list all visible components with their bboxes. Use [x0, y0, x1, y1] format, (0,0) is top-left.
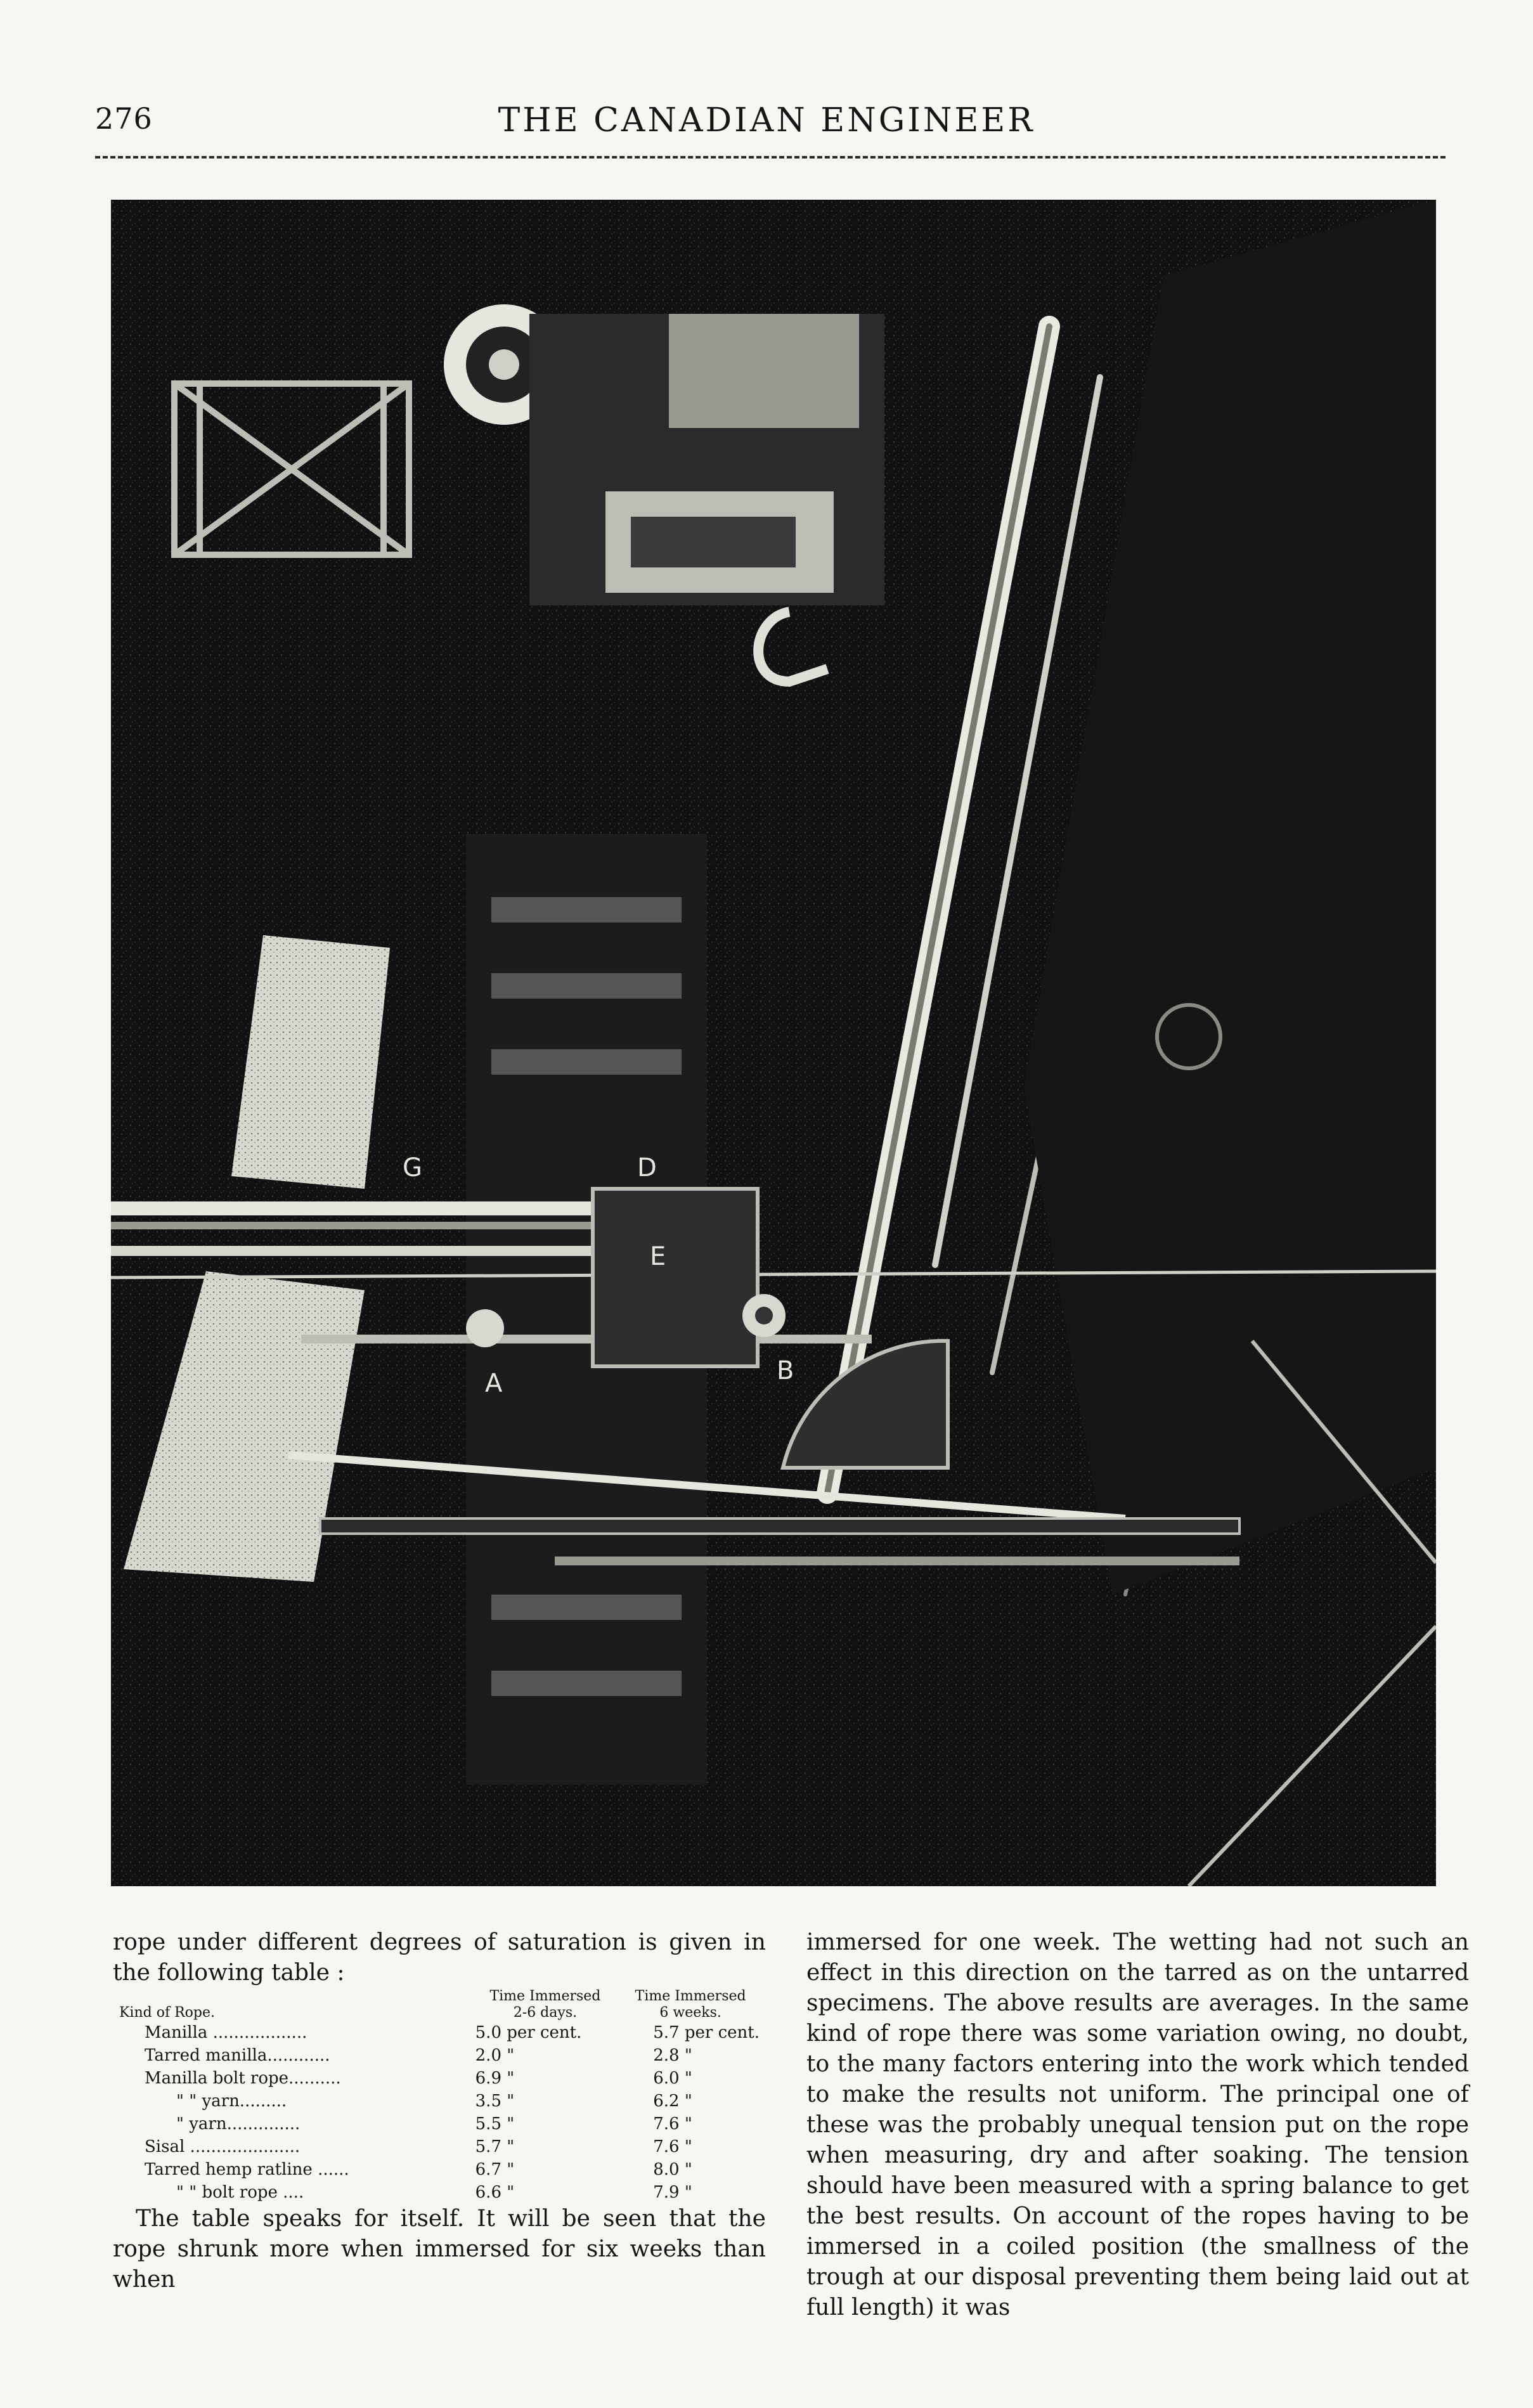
table-row [119, 2021, 760, 2044]
photo-label-d: D [637, 1153, 657, 1182]
header-six-weeks-line1: Time Immersed [635, 1988, 746, 2004]
table-row [119, 2090, 760, 2113]
photo-label-b: B [777, 1356, 794, 1385]
row-kind: " " bolt rope .... [176, 2183, 304, 2202]
row-weeks-value: 5.7 per cent. [653, 2023, 760, 2042]
row-weeks-value: 7.6 " [653, 2137, 692, 2156]
row-kind: Sisal ..................... [145, 2137, 301, 2156]
header-rule [95, 156, 1446, 159]
row-weeks-value: 6.0 " [653, 2069, 692, 2088]
running-head: THE CANADIAN ENGINEER [498, 101, 1035, 139]
header-two-to-six-days [469, 1988, 622, 2021]
row-kind: Manilla .................. [145, 2023, 307, 2042]
row-kind: Manilla bolt rope.......... [145, 2069, 341, 2088]
header-kind-of-rope: Kind of Rope. [119, 2005, 216, 2021]
table-row [119, 2181, 760, 2204]
row-kind: Tarred hemp ratline ...... [145, 2160, 349, 2179]
table-intro: rope under different degrees of saturation is given in the following table : [113, 1929, 766, 1986]
header-two-to-six-days-line1: Time Immersed [489, 1988, 601, 2004]
row-weeks-value: 6.2 " [653, 2092, 692, 2111]
row-days-value: 6.9 " [475, 2069, 515, 2088]
header-six-weeks-line2: 6 weeks. [659, 2005, 721, 2021]
row-weeks-value: 7.9 " [653, 2183, 692, 2202]
row-days-value: 5.0 per cent. [475, 2023, 582, 2042]
table-row [119, 2113, 760, 2135]
table-row [119, 2158, 760, 2181]
upper-machinery-light [669, 314, 859, 428]
table-row [119, 2135, 760, 2158]
table-row [119, 2067, 760, 2090]
row-kind: " " yarn......... [176, 2092, 287, 2111]
gear-block-inner [631, 517, 796, 567]
machine-photograph [111, 200, 1436, 1886]
table-row [119, 2044, 760, 2067]
header-two-to-six-days-line2: 2-6 days. [513, 2005, 578, 2021]
right-column-text: immersed for one week. The wetting had not such an effect in this direction on the tarred as on the untarred specimens. The above results are averages. In the same kind of rope there was some variation owing, no doubt, to the many factors entering into the work which tended to make the results not uniform. The principal one of these was the probably unequal tension put on the rope when measuring, dry and after soaking. The tension should have been measured with a spring balance to get the best results. On account of the ropes having to be immersed in a coiled position (the smallness of the trough at our disposal preventing them being laid out at full length) it was [806, 1929, 1469, 2321]
page-number: 276 [95, 101, 153, 136]
photo-label-a: A [485, 1369, 503, 1398]
row-kind: " yarn.............. [176, 2114, 301, 2133]
row-days-value: 5.5 " [475, 2114, 515, 2133]
right-column [806, 1927, 1469, 2323]
row-days-value: 6.6 " [475, 2183, 515, 2202]
row-weeks-value: 8.0 " [653, 2160, 692, 2179]
row-days-value: 3.5 " [475, 2092, 515, 2111]
row-weeks-value: 2.8 " [653, 2046, 692, 2065]
photo-drawing [111, 200, 1436, 1886]
row-days-value: 2.0 " [475, 2046, 515, 2065]
row-kind: Tarred manilla............ [145, 2046, 330, 2065]
table-header-row [119, 1988, 760, 2021]
header-six-weeks [621, 1988, 760, 2021]
row-days-value: 5.7 " [475, 2137, 515, 2156]
photo-label-g: G [403, 1153, 422, 1182]
photo-label-e: E [650, 1242, 666, 1271]
row-days-value: 6.7 " [475, 2160, 515, 2179]
left-column [113, 1927, 766, 2295]
row-weeks-value: 7.6 " [653, 2114, 692, 2133]
rope-shrinkage-table [119, 1988, 760, 2204]
table-conclusion: The table speaks for itself. It will be seen that the rope shrunk more when immersed for six weeks than when [113, 2206, 766, 2293]
